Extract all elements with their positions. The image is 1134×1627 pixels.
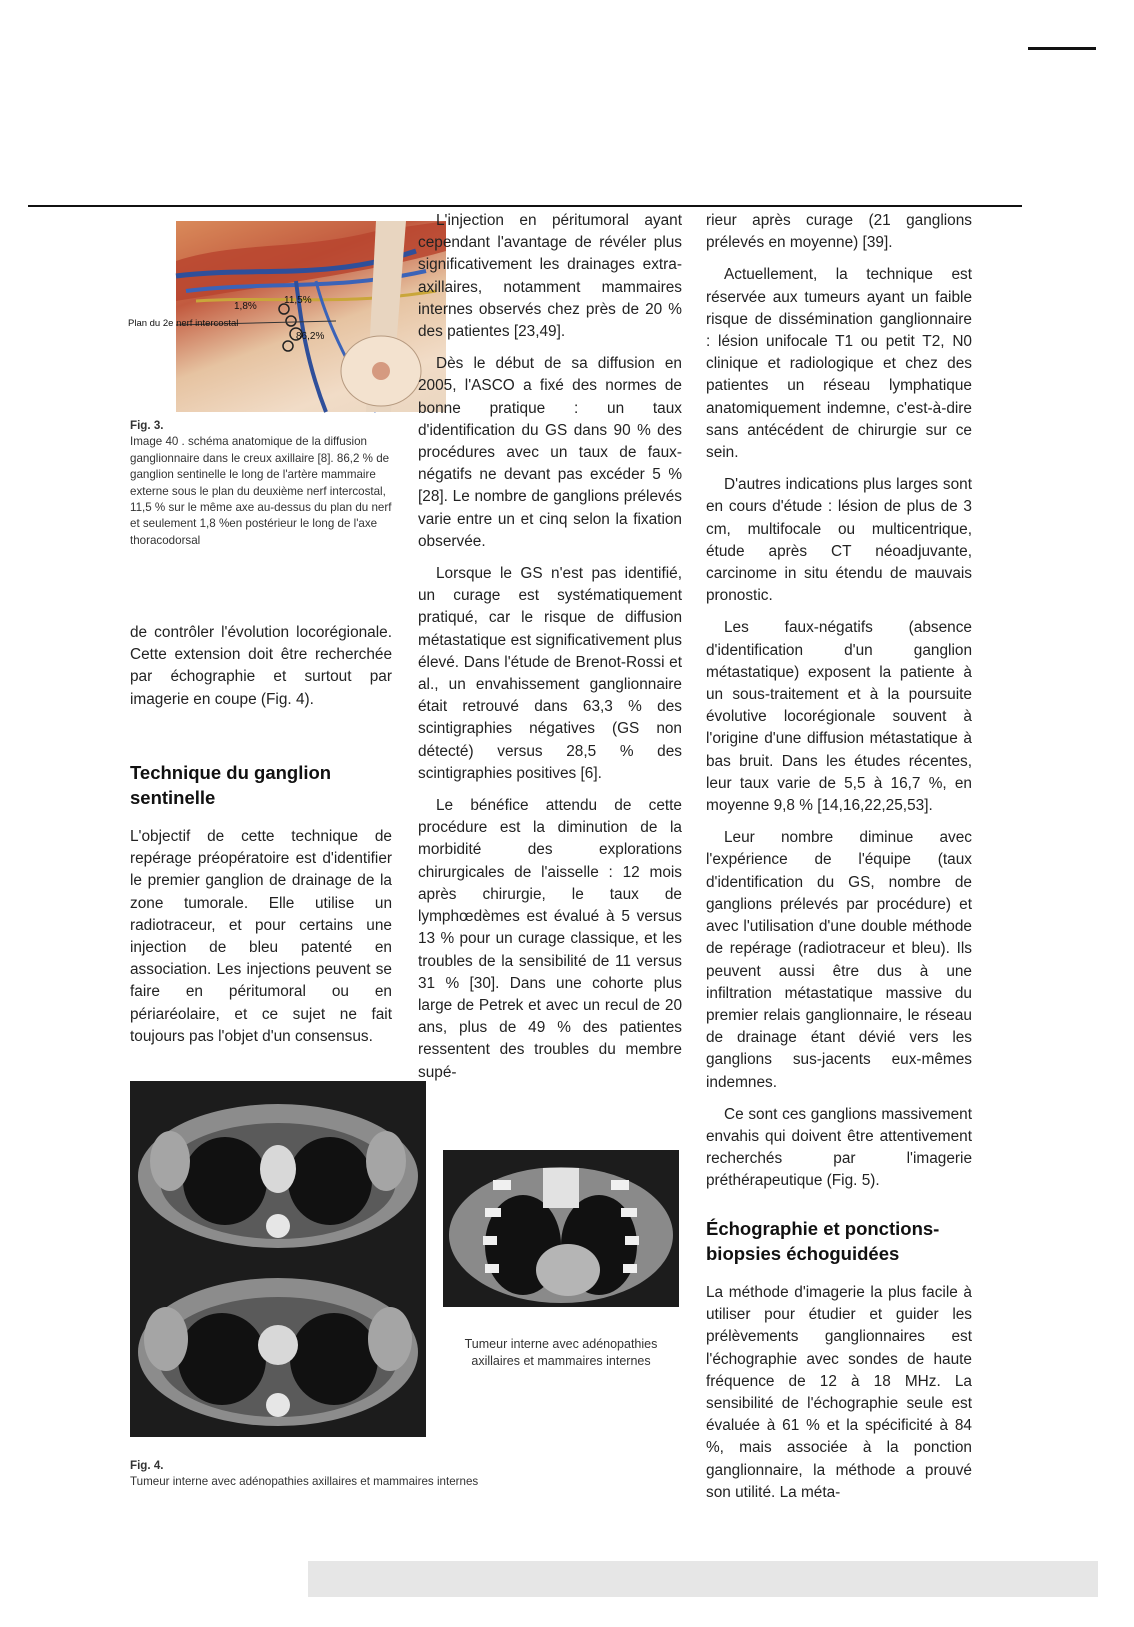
fig4-label: Fig. 4.: [130, 1459, 164, 1472]
fig3-label-86-2: 86,2%: [296, 331, 325, 342]
fig3-anatomy-illustration: [128, 221, 446, 412]
col3-paragraph-4: Les faux-négatifs (absence d'identification d'un ganglion métastatique) exposent la patiente à un sous-traitement et à la poursuite évolutive locorégionale souvent à l'origine d'une diffusion métastatique à bas bruit. Dans les études récentes, leur taux varie de 5,5 à 16,7 %, en moyenne 9,8 % [14,16,22,25,53].: [706, 619, 972, 815]
fig3-plan-label-overflow: [130, 314, 178, 328]
fig3-caption: [130, 418, 392, 549]
footer-bar: [308, 1561, 1098, 1597]
col3-paragraph-5: Leur nombre diminue avec l'expérience de l'équipe (taux d'identification du GS, nombre de ganglions prélevés par procédure) et avec l'utilisation d'une double méthode de repérage (radiotraceur et bleu). Ils peuvent aussi être dus à une infiltration métastatique massive du premier relais ganglionnaire, le réseau de drainage étant dévié vers les ganglions sus-jacents eux-mêmes indemnes.: [706, 829, 972, 1091]
section-heading-ganglion-sentinelle: Technique du ganglion sentinelle: [130, 762, 332, 808]
column-1-top: [130, 622, 392, 721]
fig4-inner-caption: Tumeur interne avec adénopathies axillaires et mammaires internes: [464, 1337, 658, 1368]
fig4-ct-scan-bottom: [130, 1257, 426, 1437]
fig4-caption: [130, 1458, 690, 1491]
column-1-bottom: [130, 826, 392, 1058]
col3-paragraph-6: Ce sont ces ganglions massivement envahis qui doivent être attentivement recherchés par l'imagerie préthérapeutique (Fig. 5).: [706, 1105, 972, 1190]
fig3-label-1-8: 1,8%: [234, 301, 257, 312]
top-right-rule: [1028, 47, 1096, 50]
fig4-ct-scan-top: [130, 1081, 426, 1257]
col2-paragraph-2: Dès le début de sa diffusion en 2005, l'ASCO a fixé des normes de bonne pratique : un taux d'identification du GS dans 90 % des procédures avec un taux de faux-négatifs ne devant pas excéder 5 % [28]. Le nombre de ganglions prélevés varie entre un et cinq selon la fixation observée.: [418, 355, 682, 550]
col2-paragraph-1: L'injection en péritumoral ayant cependant l'avantage de révéler plus significativement les drainages extra-axillaires, notamment mammaires internes observés chez près de 20 % des patientes [23,49].: [418, 212, 682, 341]
column-2: [418, 210, 682, 1094]
column-3: [706, 210, 972, 1203]
anatomy-drawing: [128, 221, 446, 412]
fig3-caption-text: Image 40 . schéma anatomique de la diffusion ganglionnaire dans le creux axillaire [8]. 86,2 % de ganglion sentinelle le long de l'artère mammaire externe sous le plan du deuxième nerf intercostal, 11,5 % sur le même axe au-dessus du plan du nerf et seulement 1,8 %en postérieur le long de l'axe thoracodorsal: [130, 435, 392, 547]
fig3-label-11-5: 11,5%: [284, 295, 312, 306]
fig4-caption-text: Tumeur interne avec adénopathies axillaires et mammaires internes: [130, 1475, 479, 1489]
column-3-bottom: [706, 1282, 972, 1514]
col3-paragraph-1: rieur après curage (21 ganglions prélevés en moyenne) [39].: [706, 212, 972, 252]
col3-paragraph-3: D'autres indications plus larges sont en cours d'étude : lésion de plus de 3 cm, multifocale ou multicentrique, étude après CT néoadjuvante, carcinome in situ étendu de mauvais pronostic.: [706, 476, 972, 605]
fig3-label: Fig. 3.: [130, 419, 164, 432]
header-rule: [28, 205, 1022, 207]
col1-paragraph-2: L'objectif de cette technique de repérage préopératoire est d'identifier le premier ganglion de drainage de la zone tumorale. Elle utilise un radiotraceur, et pour certains une injection de bleu patenté en association. Les injections peuvent se faire en péritumoral ou en périaréolaire, et ce sujet ne fait toujours pas l'objet d'un consensus.: [130, 828, 392, 1045]
section-heading-echographie: Échographie et ponctions-biopsies échoguidées: [706, 1218, 940, 1264]
col2-paragraph-3: Lorsque le GS n'est pas identifié, un curage est systématiquement pratiqué, car le risque de diffusion métastatique est significativement plus élevé. Dans l'étude de Brenot-Rossi et al., un envahissement ganglionnaire était retrouvé dans 63,3 % des scintigraphies négatives (GS non détecté) versus 28,5 % des scintigraphies positives [6].: [418, 565, 682, 782]
col2-paragraph-4: Le bénéfice attendu de cette procédure est la diminution de la morbidité des explorations chirurgicales de l'aisselle : 12 mois après chirurgie, le taux de lymphœdèmes est évalué à 5 versus 13 % pour un curage classique, et les troubles de la sensibilité de 11 versus 31 % [30]. Dans une cohorte plus large de Petrek et avec un recul de 20 ans, plus de 49 % des patientes ressentent des troubles du membre supé-: [418, 797, 682, 1081]
col1-paragraph-1: de contrôler l'évolution locorégionale. Cette extension doit être recherchée par échographie et surtout par imagerie en coupe (Fig. 4).: [130, 624, 392, 708]
col3-paragraph-7: La méthode d'imagerie la plus facile à utiliser pour étudier et guider les prélèvements ganglionnaires est l'échographie avec sondes de haute fréquence de 12 à 18 MHz. La sensibilité de l'échographie seule est évaluée à 61 % et la spécificité à 84 %, mais associée à la ponction ganglionnaire, la méthode a prouvé son utilité. La méta-: [706, 1284, 972, 1501]
fig3-label-plan: Plan du 2e nerf intercostal: [128, 318, 239, 329]
col3-paragraph-2: Actuellement, la technique est réservée aux tumeurs ayant un faible risque de dissémination ganglionnaire : lésion unifocale T1 ou petit T2, N0 clinique et radiologique et chez des patientes un réseau lymphatique anatomiquement indemne, c'est-à-dire sans antécédent de chirurgie sur ce sein.: [706, 266, 972, 462]
fig4-ct-scan-coronal: [443, 1150, 679, 1307]
